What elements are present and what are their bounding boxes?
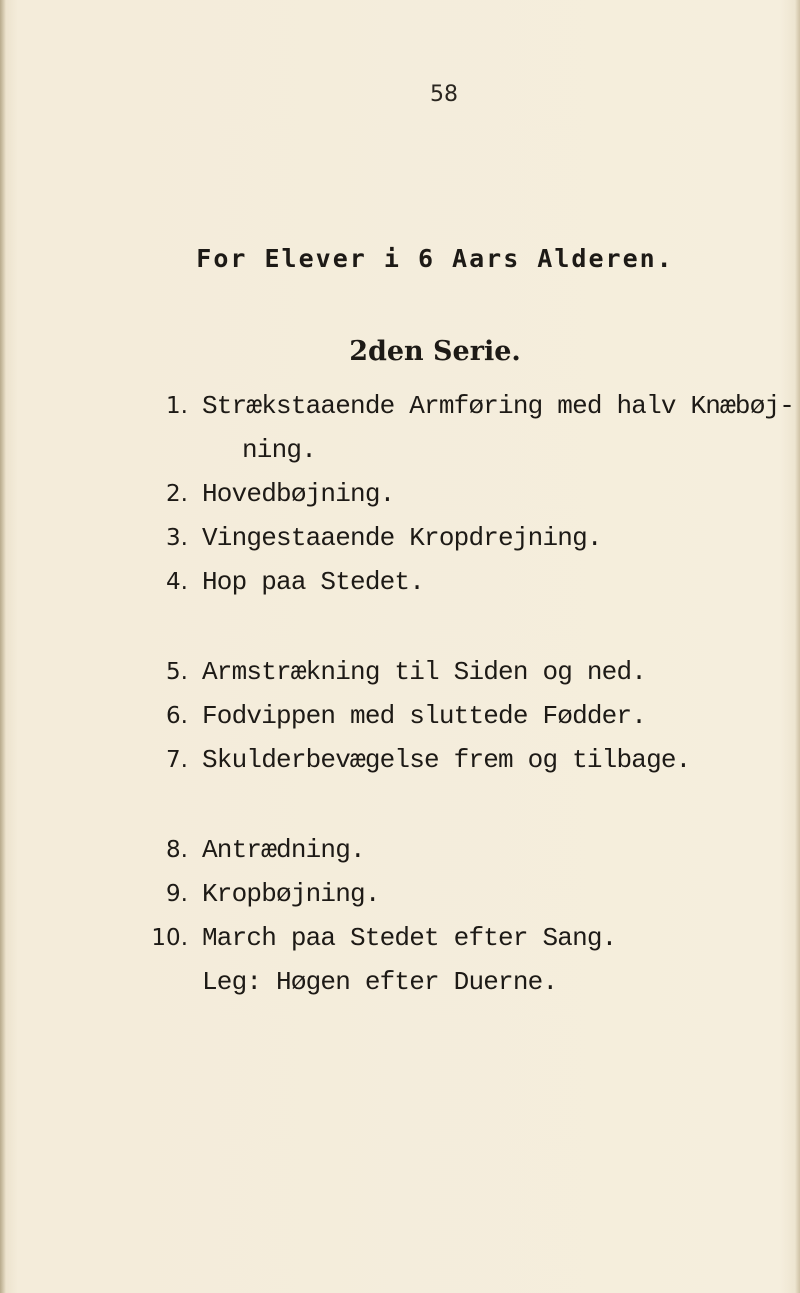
exercise-text: Hovedbøjning. bbox=[202, 479, 395, 509]
exercise-number: 5. bbox=[166, 659, 188, 685]
exercise-item-continuation bbox=[130, 428, 790, 472]
page-heading: For Elever i 6 Aars Alderen. bbox=[196, 244, 674, 273]
exercise-text: Vingestaaende Kropdrejning. bbox=[202, 523, 602, 553]
exercise-text: ning. bbox=[242, 435, 317, 465]
exercise-text: Antrædning. bbox=[202, 835, 365, 865]
exercise-item bbox=[130, 738, 790, 782]
group-gap bbox=[130, 604, 790, 650]
exercise-number: 9. bbox=[166, 881, 188, 907]
group-gap bbox=[130, 782, 790, 828]
page-right-edge bbox=[795, 0, 800, 1293]
exercise-item bbox=[130, 916, 790, 960]
exercise-item bbox=[130, 384, 795, 428]
exercise-item bbox=[130, 560, 790, 604]
exercise-item bbox=[130, 472, 790, 516]
exercise-number: 3. bbox=[166, 525, 188, 551]
series-subheading: 2den Serie. bbox=[349, 336, 521, 367]
exercise-text: Hop paa Stedet. bbox=[202, 567, 425, 597]
exercise-item bbox=[130, 516, 790, 560]
exercise-item-continuation bbox=[130, 960, 790, 1004]
exercise-text: Leg: Høgen efter Duerne. bbox=[202, 967, 558, 997]
exercise-number: 7. bbox=[166, 747, 188, 773]
page-left-edge bbox=[0, 0, 6, 1293]
exercise-text: March paa Stedet efter Sang. bbox=[202, 923, 617, 953]
exercise-number: 1. bbox=[166, 393, 188, 419]
exercise-text: Fodvippen med sluttede Fødder. bbox=[202, 701, 647, 731]
exercise-list bbox=[130, 384, 795, 1004]
exercise-number: 8. bbox=[166, 837, 188, 863]
exercise-number: 6. bbox=[166, 703, 188, 729]
exercise-item bbox=[130, 828, 790, 872]
exercise-number: 4. bbox=[166, 569, 188, 595]
exercise-item bbox=[130, 872, 790, 916]
exercise-number: 10. bbox=[151, 925, 188, 951]
exercise-text: Kropbøjning. bbox=[202, 879, 380, 909]
exercise-text: Strækstaaende Armføring med halv Knæbøj- bbox=[202, 391, 795, 421]
exercise-item bbox=[130, 650, 790, 694]
page-number: 58 bbox=[430, 82, 458, 107]
exercise-text: Armstrækning til Siden og ned. bbox=[202, 657, 647, 687]
exercise-item bbox=[130, 694, 790, 738]
exercise-text: Skulderbevægelse frem og tilbage. bbox=[202, 745, 691, 775]
exercise-number: 2. bbox=[166, 481, 188, 507]
